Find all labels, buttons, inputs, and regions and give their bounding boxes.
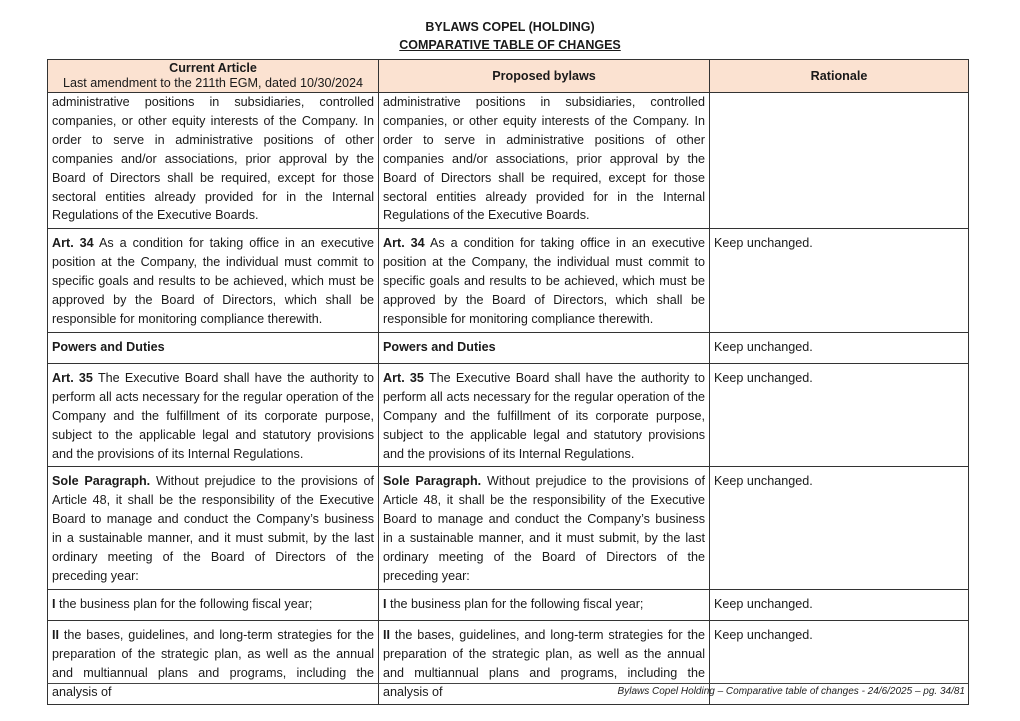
column-header-rationale: Rationale xyxy=(710,60,969,93)
item-numeral: II xyxy=(52,627,59,642)
proposed-cell xyxy=(379,363,710,467)
current-cell xyxy=(48,467,379,589)
document-subtitle: COMPARATIVE TABLE OF CHANGES xyxy=(399,38,621,52)
document-header xyxy=(0,18,1020,54)
item-numeral: I xyxy=(383,596,387,611)
table-row xyxy=(48,229,969,333)
article-lead: Art. 34 xyxy=(52,236,94,251)
table-row xyxy=(48,363,969,467)
rationale-cell: Keep unchanged. xyxy=(710,332,969,363)
current-article-subheading: Last amendment to the 211th EGM, dated 10/30/2024 xyxy=(62,76,364,90)
section-heading: Powers and Duties xyxy=(383,339,496,354)
article-lead: Art. 34 xyxy=(383,236,425,251)
rationale-cell: Keep unchanged. xyxy=(710,589,969,620)
article-lead: Art. 35 xyxy=(383,370,424,385)
paragraph-lead: Sole Paragraph. xyxy=(52,474,151,489)
cell-text: administrative positions in subsidiaries, controlled companies, or other equity interests of the Company. In order to serve in administrative positions of other companies and/or associations, prior approval by the Board of Directors shall be required, except for those sectoral entities already provided for in the Internal Regulations of the Executive Boards. xyxy=(383,95,705,223)
cell-text: As a condition for taking office in an executive position at the Company, the individual must commit to specific goals and results to be achieved, which must be approved by the Board of Directors, which shall be responsible for monitoring compliance therewith. xyxy=(383,236,705,326)
current-cell xyxy=(48,363,379,467)
cell-text: Without prejudice to the provisions of Article 48, it shall be the responsibility of the Executive Board to manage and conduct the Company’s business in a sustainable manner, and it must submit, by the last ordinary meeting of the Board of Directors of the preceding year: xyxy=(52,474,375,583)
cell-text: the bases, guidelines, and long-term strategies for the preparation of the strategic plan, as well as the annual and multiannual plans and programs, including the analysis of xyxy=(52,627,375,699)
table-row xyxy=(48,589,969,620)
cell-text: the business plan for the following fiscal year; xyxy=(390,596,644,611)
cell-text: As a condition for taking office in an executive position at the Company, the individual must commit to specific goals and results to be achieved, which must be approved by the Board of Directors, which shall be responsible for monitoring compliance therewith. xyxy=(52,236,374,326)
page-footer: Bylaws Copel Holding – Comparative table of changes - 24/6/2025 – pg. 34/81 xyxy=(617,686,965,697)
current-cell xyxy=(48,620,379,705)
paragraph-lead: Sole Paragraph. xyxy=(383,474,482,489)
cell-text: The Executive Board shall have the authority to perform all acts necessary for the regular operation of the Company and the fulfillment of its corporate purpose, subject to the applicable legal and statutory provisions and the provisions of its Internal Regulations. xyxy=(52,370,375,461)
current-cell xyxy=(48,229,379,333)
cell-text: administrative positions in subsidiaries, controlled companies, or other equity interests of the Company. In order to serve in administrative positions of other companies and/or associations, prior approval by the Board of Directors shall be required, except for those sectoral entities already provided for in the Internal Regulations of the Executive Boards. xyxy=(52,95,374,223)
table-row xyxy=(48,93,969,229)
rationale-cell: Keep unchanged. xyxy=(710,620,969,705)
column-header-current xyxy=(48,60,379,93)
column-header-proposed: Proposed bylaws xyxy=(379,60,710,93)
cell-text: the business plan for the following fiscal year; xyxy=(59,596,313,611)
rationale-cell: Keep unchanged. xyxy=(710,467,969,589)
item-numeral: II xyxy=(383,627,390,642)
cell-text: the bases, guidelines, and long-term strategies for the preparation of the strategic plan, as well as the annual and multiannual plans and programs, including the analysis of xyxy=(383,627,706,699)
section-heading: Powers and Duties xyxy=(52,339,165,354)
document-title: BYLAWS COPEL (HOLDING) xyxy=(425,20,595,34)
proposed-cell xyxy=(379,229,710,333)
current-cell xyxy=(48,332,379,363)
proposed-cell xyxy=(379,93,710,229)
current-cell xyxy=(48,93,379,229)
rationale-cell: Keep unchanged. xyxy=(710,363,969,467)
rationale-cell xyxy=(710,93,969,229)
footer-divider xyxy=(47,683,968,684)
cell-text: The Executive Board shall have the authority to perform all acts necessary for the regular operation of the Company and the fulfillment of its corporate purpose, subject to the applicable legal and statutory provisions and the provisions of its Internal Regulations. xyxy=(383,370,706,461)
current-cell xyxy=(48,589,379,620)
item-numeral: I xyxy=(52,596,56,611)
table-row xyxy=(48,332,969,363)
rationale-cell: Keep unchanged. xyxy=(710,229,969,333)
article-lead: Art. 35 xyxy=(52,370,93,385)
comparative-table xyxy=(47,59,969,705)
proposed-cell xyxy=(379,332,710,363)
table-row xyxy=(48,467,969,589)
proposed-cell xyxy=(379,589,710,620)
table-header-row xyxy=(48,60,969,93)
proposed-cell xyxy=(379,467,710,589)
cell-text: Without prejudice to the provisions of Article 48, it shall be the responsibility of the Executive Board to manage and conduct the Company’s business in a sustainable manner, and it must submit, by the last ordinary meeting of the Board of Directors of the preceding year: xyxy=(383,474,706,583)
current-article-heading: Current Article xyxy=(169,61,257,75)
